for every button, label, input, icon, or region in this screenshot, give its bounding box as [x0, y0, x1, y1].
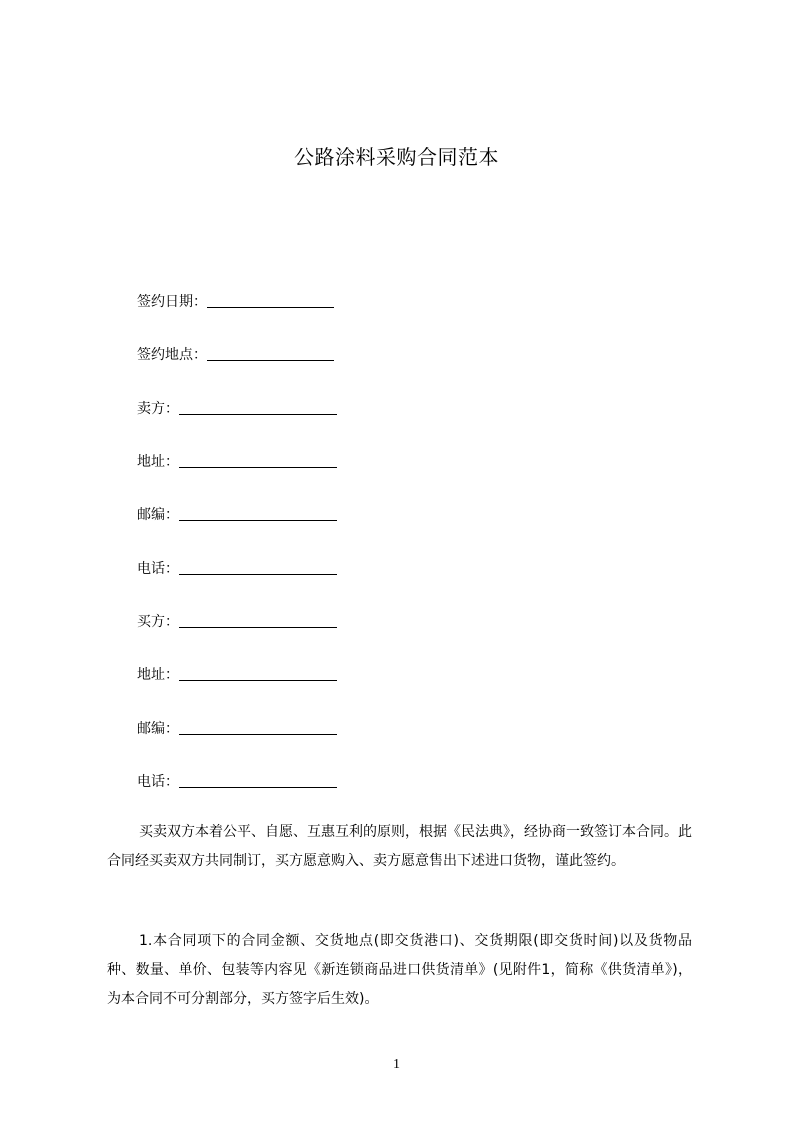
field-label: 签约地点： — [137, 347, 207, 363]
blank-line[interactable] — [207, 293, 334, 308]
blank-line[interactable] — [179, 506, 337, 521]
buyer-address-field — [137, 664, 337, 685]
seller-field — [137, 398, 337, 419]
field-label: 地址： — [137, 454, 179, 470]
sign-place-field — [137, 344, 334, 365]
sign-date-field — [137, 291, 334, 312]
field-label: 卖方： — [137, 401, 179, 417]
intro-paragraph: 买卖双方本着公平、自愿、互惠互利的原则，根据《民法典》，经协商一致签订本合同。此合同经买卖双方共同制订，买方愿意购入、卖方愿意售出下述进口货物，谨此签约。 — [107, 824, 692, 869]
buyer-postcode-field — [137, 718, 337, 739]
seller-address-field — [137, 451, 337, 472]
page-number: 1 — [393, 1057, 400, 1072]
clause-1-paragraph: 1.本合同项下的合同金额、交货地点(即交货港口)、交货期限(即交货时间)以及货物品种、数量、单价、包装等内容见《新连锁商品进口供货清单》(见附件1，简称《供货清单》)，为本合同不可分割部分，买方签字后生效)。 — [107, 933, 692, 1007]
blank-line[interactable] — [179, 453, 337, 468]
blank-line[interactable] — [179, 613, 337, 628]
field-label: 电话： — [137, 561, 179, 577]
blank-line[interactable] — [179, 666, 337, 681]
field-label: 电话： — [137, 774, 179, 790]
field-label: 邮编： — [137, 507, 179, 523]
seller-phone-field — [137, 558, 337, 579]
field-label: 地址： — [137, 667, 179, 683]
field-label: 邮编： — [137, 721, 179, 737]
buyer-field — [137, 611, 337, 632]
blank-line[interactable] — [179, 773, 337, 788]
blank-line[interactable] — [179, 720, 337, 735]
blank-line[interactable] — [207, 346, 334, 361]
field-label: 买方： — [137, 614, 179, 630]
seller-postcode-field — [137, 504, 337, 525]
blank-line[interactable] — [179, 560, 337, 575]
field-label: 签约日期： — [137, 294, 207, 310]
buyer-phone-field — [137, 771, 337, 792]
blank-line[interactable] — [179, 400, 337, 415]
document-title: 公路涂料采购合同范本 — [294, 145, 499, 169]
